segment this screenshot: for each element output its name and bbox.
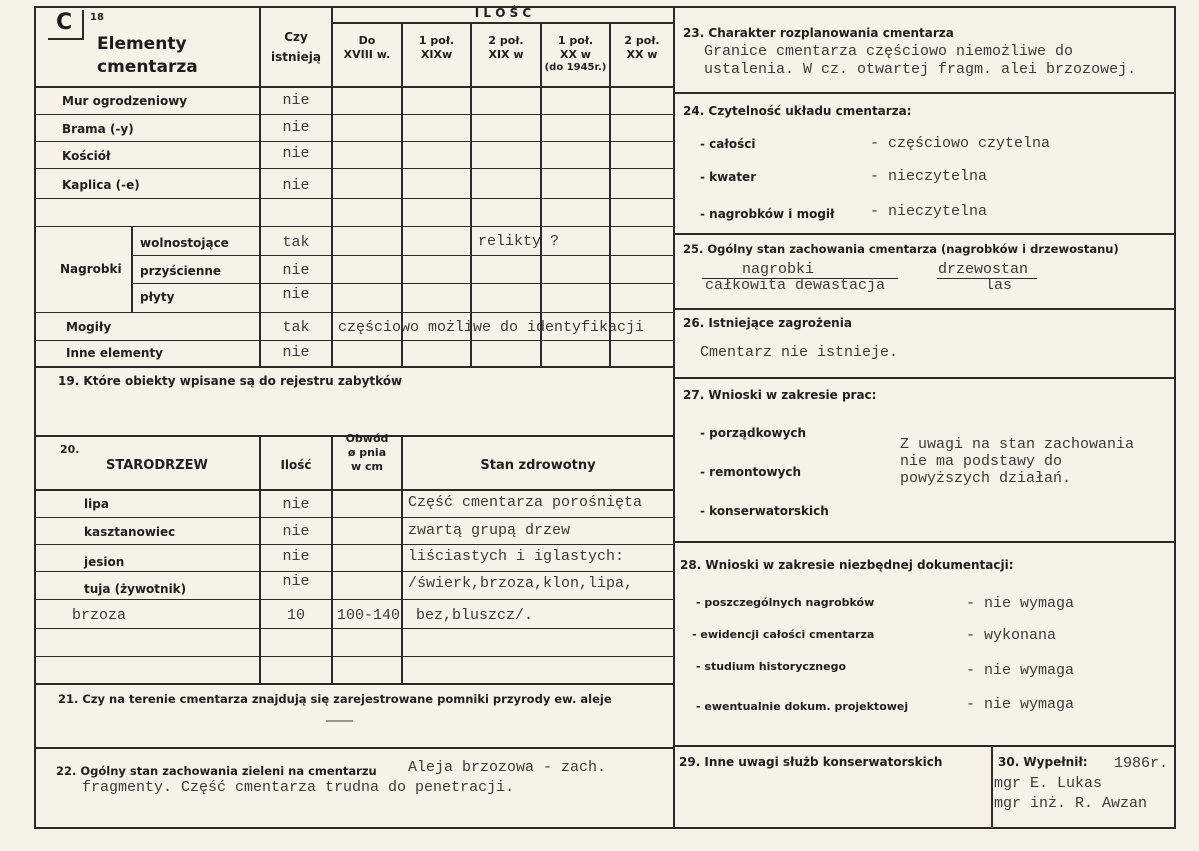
elements-title-line2: cmentarza [97,57,198,77]
q28-item-value: - nie wymaga [966,662,1075,679]
nagrobki-type: płyty [140,290,175,304]
q27-item: - remontowych [700,465,802,479]
q28-label: 28. Wnioski w zakresie niezbędnej dokumentacji: [680,558,1014,572]
tree-qty: nie [282,496,310,513]
q30-name2: mgr inż. R. Awzan [994,795,1148,812]
row-label: Kaplica (-e) [62,178,140,192]
inne-label: Inne elementy [66,346,164,360]
stand-header: STARODRZEW [106,458,208,473]
q26-label: 26. Istniejące zagrożenia [683,316,852,330]
health-line: /świerk,brzoza,klon,lipa, [408,575,634,592]
q24-bottom [673,233,1176,235]
q28-item-value: - nie wymaga [966,696,1075,713]
elements-title-line1: Elementy [97,34,187,54]
q25-bottom [673,308,1176,310]
q29-q30-divider [991,745,993,827]
mogily-value: tak [282,319,310,336]
q19-label: 19. Które obiekty wpisane są do rejestru zabytków [58,374,403,388]
tree-name: lipa [84,497,109,511]
nagrobki-value: nie [282,262,310,279]
q25-drzewostan: drzewostan [938,261,1029,278]
q27-bottom [673,541,1176,543]
tree-qty: nie [282,523,310,540]
row-value: nie [282,92,310,109]
q21-answer: ——— [326,713,354,730]
q24-item-label: - nagrobków i mogił [700,207,835,221]
tree-circumference: 100-140 [337,607,401,624]
health-line: bez,bluszcz/. [416,607,534,624]
q27-line3: powyższych działań. [900,470,1072,487]
tree-name: jesion [84,555,125,569]
mogily-label: Mogiły [66,320,112,334]
nagrobki-value: nie [282,286,310,303]
q22-label: 22. Ogólny stan zachowania zieleni na cmentarzu [56,764,377,778]
tree-grid-header [34,489,674,491]
frame-bottom [34,827,1176,829]
grid-h2 [34,141,674,142]
q25-nagrobki-state: całkowita dewastacja [705,277,886,294]
grid-h-quantity [331,22,674,24]
grid-h5 [34,226,674,227]
grid-h4 [34,198,674,199]
grid-v3 [401,22,403,366]
col-exists-line2: istnieją [271,50,321,64]
tree-grid-h6 [34,656,674,657]
q22-line1: Aleja brzozowa - zach. [408,759,607,776]
period-header: 2 poł. XX w [624,34,660,61]
tree-grid-h4 [34,599,674,600]
q21-label: 21. Czy na terenie cmentarza znajdują się zarejestrowane pomniki przyrody ew. aleje [58,692,612,706]
nagrobki-label: Nagrobki [60,262,122,276]
nagrobki-value: tak [282,234,310,251]
grid-v-nagrobki [131,226,133,312]
q24-item-value: - nieczytelna [870,203,988,220]
q26-value: Cmentarz nie istnieje. [700,344,899,361]
grid-h3 [34,168,674,169]
inne-value: nie [282,344,310,361]
q27-line1: Z uwagi na stan zachowania [900,436,1135,453]
grid-h9 [34,340,674,341]
q28-item-label: - ewidencji całości cmentarza [692,628,875,641]
tree-grid-h2 [34,544,674,545]
grid-v4 [470,22,472,366]
q20-number: 20. [60,443,80,456]
health-header: Stan zdrowotny [480,458,596,473]
period-header: 2 poł. XIX w [488,34,524,61]
q30-name1: mgr E. Lukas [994,775,1103,792]
row-label: Brama (-y) [62,122,134,136]
row-value: nie [282,177,310,194]
health-line: Część cmentarza porośnięta [408,494,643,511]
row-value: nie [282,145,310,162]
section-letter: C [56,10,73,35]
q27-line2: nie ma podstawy do [900,453,1063,470]
nagrobki-type: wolnostojące [140,236,229,250]
q28-bottom [673,745,1176,747]
tree-name: kasztanowiec [84,525,176,539]
q23-bottom [673,92,1176,94]
q27-item: - porządkowych [700,426,807,440]
frame-right [1174,6,1176,829]
q25-label: 25. Ogólny stan zachowania cmentarza (nagrobków i drzewostanu) [683,242,1119,256]
q28-item-value: - wykonana [966,627,1057,644]
stand-qty-header: Ilość [280,458,312,472]
grid-h1 [34,114,674,115]
tree-grid-h3 [34,571,674,572]
mogily-note: częściowo możliwe do identyfikacji [338,319,645,336]
q22-line2: fragmenty. Część cmentarza trudna do penetracji. [82,779,515,796]
grid-h10 [34,366,674,368]
frame-left [34,6,36,829]
q23-line1: Granice cmentarza częściowo niemożliwe do [704,43,1074,60]
circumference-header: Obwód ø pnia w cm [345,432,389,473]
health-line: zwartą grupą drzew [408,522,571,539]
q26-bottom [673,377,1176,379]
q28-item-label: - ewentualnie dokum. projektowej [696,700,909,713]
q25-drzewostan-state: las [985,277,1013,294]
period-header: 1 poł. XIXw [418,34,455,61]
q28-item-label: - poszczególnych nagrobków [696,596,875,609]
q27-label: 27. Wnioski w zakresie prac: [683,388,877,402]
grid-h6 [131,255,674,256]
q30-label: 30. Wypełnił: [998,755,1088,769]
tree-grid-v1 [259,435,261,684]
tree-name: tuja (żywotnik) [84,582,187,596]
relikty-note: relikty ? [478,233,560,250]
q23-line2: ustalenia. W cz. otwartej fragm. alei brzozowej. [704,61,1137,78]
health-line: liściastych i iglastych: [408,548,625,565]
tree-qty: 10 [286,607,305,624]
column-divider [673,6,675,829]
grid-h8 [34,312,674,313]
q24-item-label: - całości [700,137,756,151]
q28-item-label: - studium historycznego [696,660,847,673]
nagrobki-type: przyścienne [140,264,222,278]
grid-h-header [34,86,674,88]
tree-name: brzoza [72,607,127,624]
row-label: Kościół [62,149,111,163]
row-value: nie [282,119,310,136]
q24-item-value: - częściowo czytelna [870,135,1051,152]
grid-h7 [131,283,674,284]
tree-qty: nie [282,573,310,590]
col-quantity: I L O Ś C [474,6,532,20]
q30-year: 1986r. [1114,755,1169,772]
q24-item-label: - kwater [700,170,757,184]
q25-nagrobki: nagrobki [742,261,815,278]
tree-qty: nie [282,548,310,565]
q24-item-value: - nieczytelna [870,168,988,185]
tree-grid-bottom [34,683,674,685]
tree-grid-h1 [34,517,674,518]
section-number: 18 [90,12,104,23]
col-exists-line1: Czy [284,30,308,44]
tree-grid-h5 [34,628,674,629]
q21-bottom [34,747,674,749]
q27-item: - konserwatorskich [700,504,829,518]
period-header: 1 poł. XX w (do 1945r.) [544,34,607,73]
row-label: Mur ogrodzeniowy [62,94,188,108]
grid-v6 [609,22,611,366]
q23-label: 23. Charakter rozplanowania cmentarza [683,26,954,40]
q29-label: 29. Inne uwagi służb konserwatorskich [679,755,943,769]
q24-label: 24. Czytelność układu cmentarza: [683,104,912,118]
period-header: Do XVIII w. [343,34,391,61]
q28-item-value: - nie wymaga [966,595,1075,612]
